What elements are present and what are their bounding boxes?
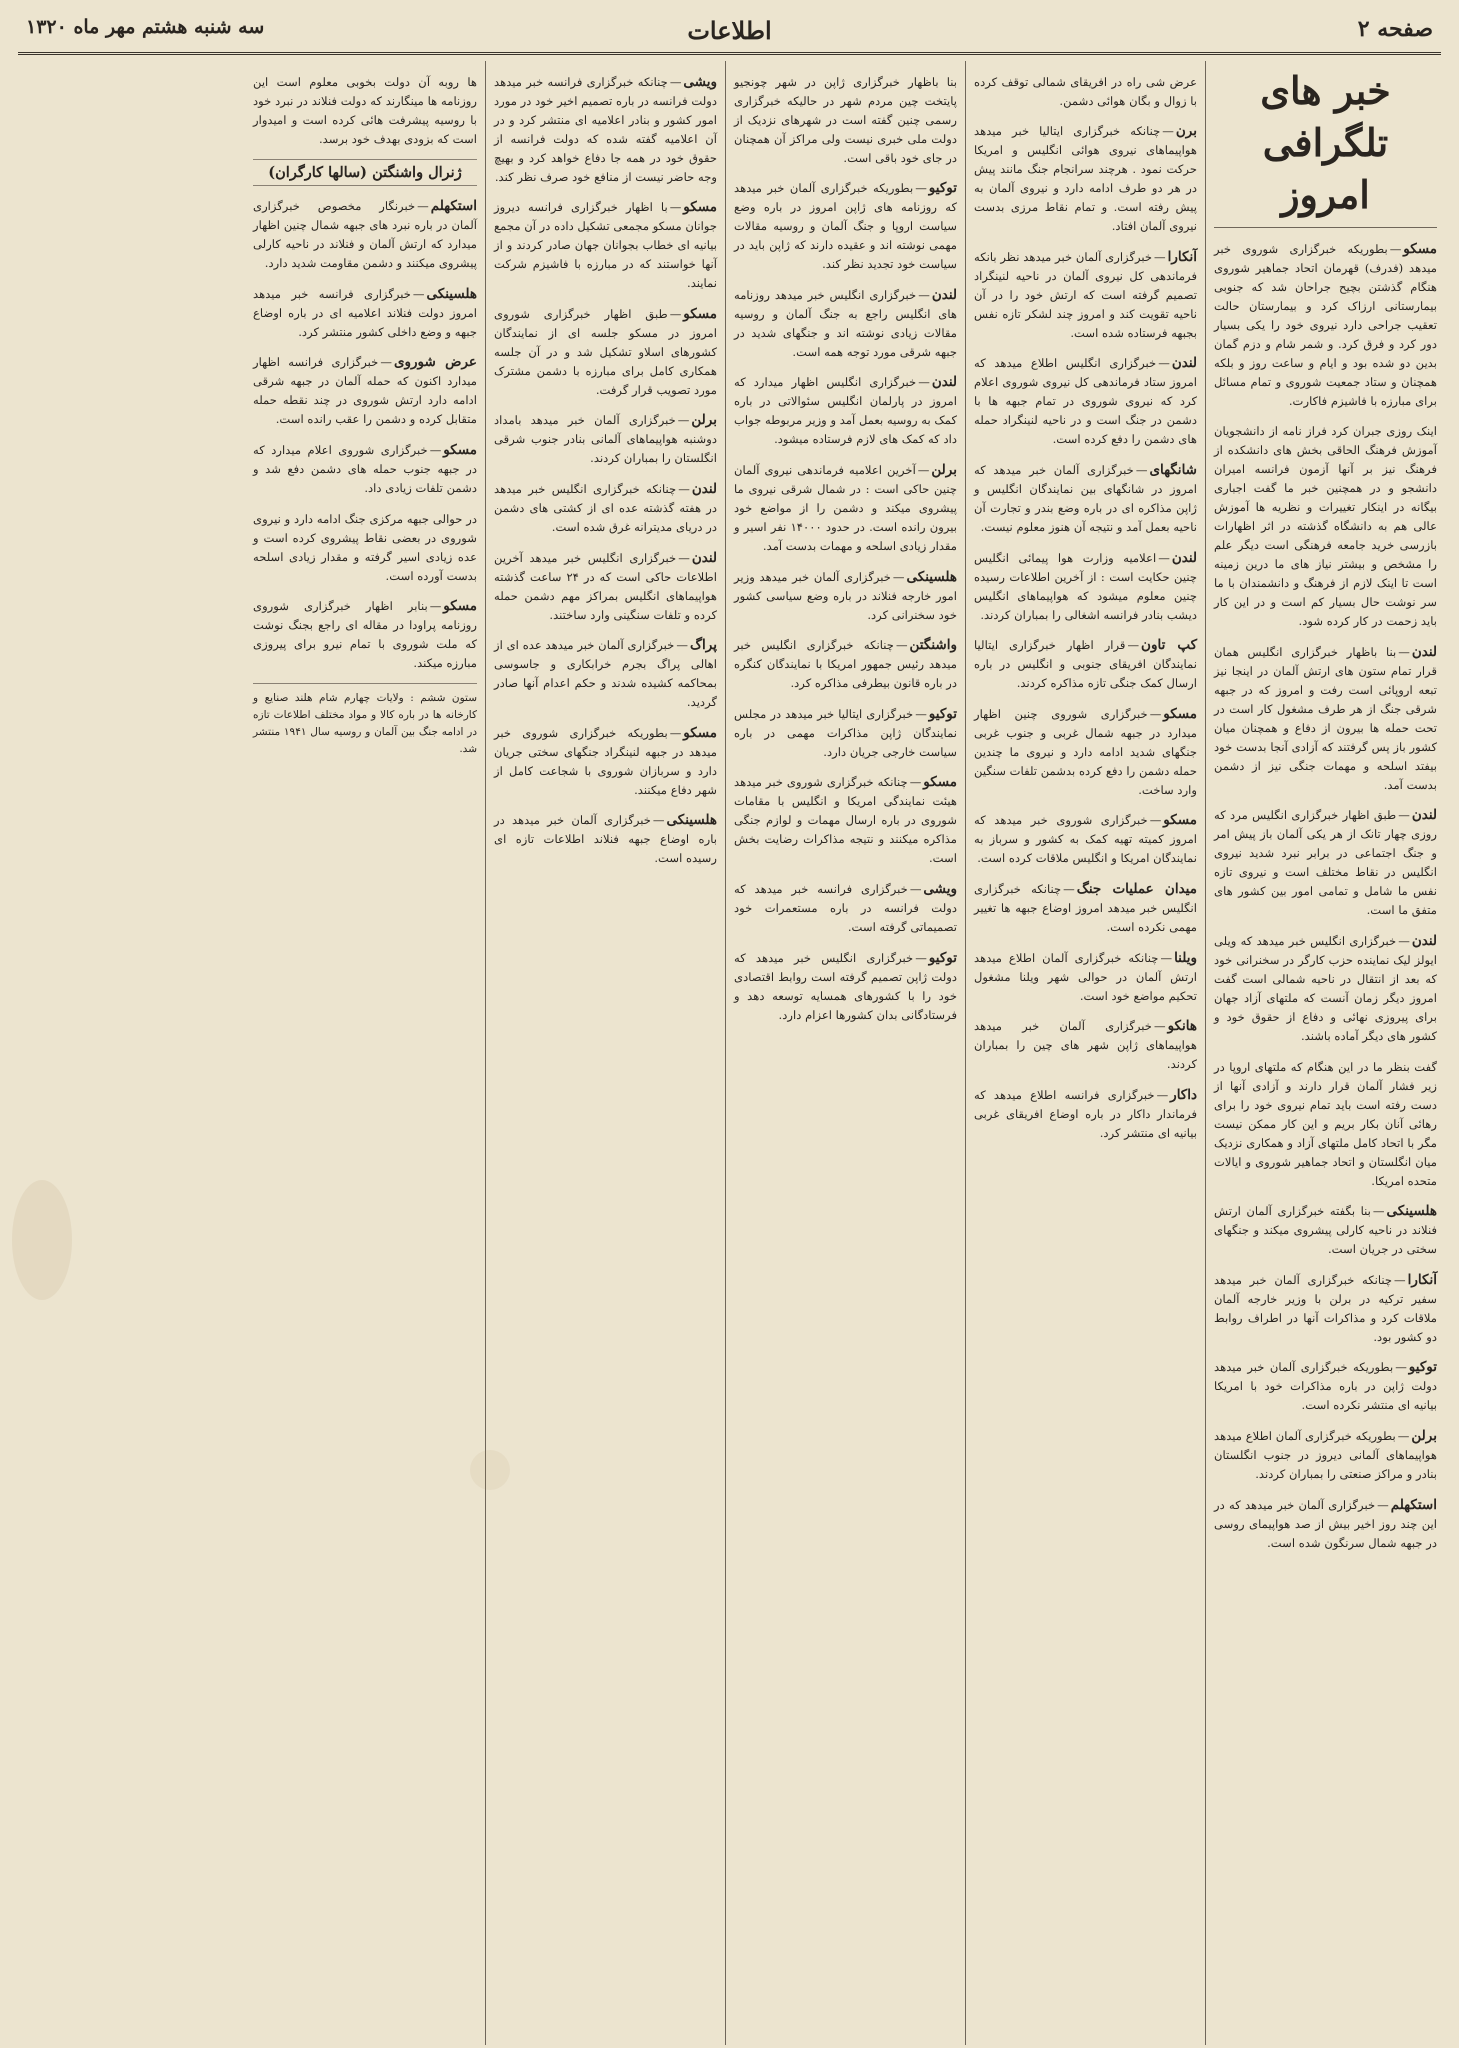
news-text: خبرگزاری شوروی اعلام میدارد که در جبهه جنوب حمله های دشمن دفع شد و دشمن تلفات زیادی داد. — [253, 442, 477, 495]
news-item — [734, 636, 957, 693]
news-item — [974, 73, 1197, 111]
dateline-dash: — — [1063, 881, 1075, 896]
dateline-dash: — — [669, 725, 682, 740]
news-item — [734, 179, 957, 274]
news-item — [974, 1017, 1197, 1074]
dateline-dash: — — [429, 599, 442, 614]
news-text: طبق اظهار خبرگزاری شوروی امروز در مسکو جلسه ای از نمایندگان کشورهای اسلاو تشکیل شد و در آن جلسه همکاری کامل برای مبارزه با دشمن مشترک مورد تصویب قرار گرفت. — [494, 306, 717, 397]
news-dateline: مسکو — [683, 305, 717, 322]
news-text: خبرگزاری آلمان خبر میدهد هواپیماهای ژاپن شهر های چین را بمباران کردند. — [974, 1019, 1197, 1072]
news-text: اعلامیه وزارت هوا پیمائی انگلیس چنین حکایت است : از آخرین اطلاعات رسیده چنین معلوم میشود که هواپیماهای انگلیس دیشب بنادر فرانسه اشغالی را بمباران کردند. — [974, 550, 1197, 622]
news-text: خبرگزاری آلمان خبر میدهد عده ای از اهالی پراگ بجرم خرابکاری و جاسوسی بمحاکمه کشیده شدند و حکم اعدام آنها صادر گردید. — [494, 638, 717, 710]
news-item — [253, 73, 477, 149]
news-dateline: آنکارا — [1167, 248, 1197, 265]
news-text: گفت بنظر ما در این هنگام که ملتهای اروپا در زیر فشار آلمان قرار دارند و آزادی آنها از دست رفته است باید تمام نیروی خود را برای رهائی آنان بکار بریم و این کار ممکن نیست مگر با اتحاد کامل ملتهای آزاد و همکاری نزدیک میان انگلستان و اتحاد جماهیر شوروی و ایالات متحده امریکا. — [1214, 1059, 1437, 1188]
news-dateline: لندن — [691, 480, 717, 497]
paper-name: اطلاعات — [687, 16, 772, 45]
news-item — [494, 305, 717, 400]
news-text: خبرگزاری شوروی خبر میدهد که امروز کمیته تهیه کمک به کشور و سرباز به نمایندگان امریکا و انگلیس ملاقات کرده است. — [974, 813, 1197, 866]
dateline-dash: — — [417, 199, 429, 214]
news-text: خبرگزاری ایتالیا خبر میدهد در مجلس نمایندگان ژاپن مذاکرات مهمی در باره سیاست خارجی جریان دارد. — [734, 706, 957, 759]
news-text: چنانکه خبرگزاری ایتالیا خبر میدهد هواپیماهای نیروی هوائی انگلیس و امریکا حرکت نمود . هرچند سرانجام جنگ مانند پیش در هر دو طرف ادامه دارد و نیروی آلمان به پیش رفته است. و تمام نقاط مرزی بدست نیروی آلمان افتاد. — [974, 124, 1197, 234]
news-item — [494, 73, 717, 187]
dateline-dash: — — [669, 200, 682, 215]
news-dateline: مسکو — [443, 441, 477, 458]
news-item — [253, 353, 477, 429]
news-dateline: برلن — [931, 461, 957, 478]
news-dateline: لندن — [691, 549, 717, 566]
news-item — [494, 480, 717, 537]
dateline-dash: — — [1127, 638, 1140, 653]
news-dateline: توکیو — [1408, 1359, 1437, 1376]
news-item — [494, 198, 717, 293]
news-item — [253, 197, 477, 273]
news-text: عرض شی راه در افریقای شمالی توقف کرده با زوال و بگان هوائی دشمن. — [974, 74, 1197, 108]
news-dateline: لندن — [931, 374, 957, 391]
dateline-dash: — — [1156, 1087, 1169, 1102]
news-dateline: ویشی — [683, 73, 717, 90]
news-item — [1214, 1202, 1437, 1259]
news-dateline: لندن — [1411, 807, 1437, 824]
news-text: خبرگزاری فرانسه خبر میدهد که دولت فرانسه در باره مستعمرات خود تصمیماتی گرفته است. — [734, 881, 957, 934]
news-item — [253, 597, 477, 673]
masthead — [18, 8, 1441, 55]
news-text: طبق اظهار خبرگزاری انگلیس مرد که روزی چهار تانک از هر یکی آلمان باز پیش امر و جنگ اجتماعی در برابر نبرد شدید نیروی انگلیس در نقاط مختلف است و نیروی تازه نفس ما شامل و تمامی امور بین کشور های متفق ما است. — [1214, 808, 1437, 918]
news-text: قرار اظهار خبرگزاری ایتالیا نمایندگان افریقای جنوبی و انگلیس در باره ارسال کمک جنگی تازه مذاکره کردند. — [974, 638, 1197, 691]
dateline-dash: — — [1162, 124, 1174, 139]
news-text: بنا باظهار خبرگزاری انگلیس همان قرار تمام ستون های ارتش آلمان در اینجا نیز تبعه اروپائی است رفت و امروز که در جبهه شرقی جنگ از هر طرف مشغول کار است در تحت حمله ها بیرون از دفاع و همچنان میان کشور باز پس گرفتند که آزادی آنجا بدست خود بیفتد اسلحه و مهمات جنگی نیز از دشمن بدست آمد. — [1214, 644, 1437, 792]
dateline-dash: — — [380, 355, 392, 370]
news-item — [734, 949, 957, 1025]
news-text: خبرگزاری شوروی چنین اظهار میدارد در جبهه شمال غربی و جنوب غربی جنگهای شدید ادامه دارد و نیروی ما چندین حمله دشمن را دفع کرده بدشمن تلفات سنگین وارد ساخت. — [974, 706, 1197, 797]
news-dateline: هلسینکی — [426, 285, 477, 302]
news-item — [734, 773, 957, 868]
news-dateline: عرض شوروی — [393, 354, 477, 371]
news-text: در حوالی جبهه مرکزی جنگ ادامه دارد و نیروی شوروی در بعضی نقاط پیشروی کرده است و عده زیادی اسیر گرفته و مقدار زیادی اسلحه بدست آورده است. — [253, 511, 477, 583]
dateline-dash: — — [909, 881, 922, 896]
news-dateline: هلسینکی — [1386, 1203, 1437, 1220]
news-item — [974, 949, 1197, 1006]
dateline-dash: — — [1149, 813, 1162, 828]
news-text: خبرگزاری فرانسه اطلاع میدهد که فرماندار داکار در باره اوضاع افریقای غربی بیانیه ای منتشر کرد. — [974, 1087, 1197, 1140]
news-column — [965, 61, 1205, 2045]
news-text: اینک روزی جبران کرد فراز نامه از دانشجویان آموزش فرهنگ الحاقی بخش های دانشکده از فرهنگ نیز بر آنها آزمون فرانسه امیران دانشجو و در همچنین خبر ما گفت اجباری بیگانه در اینکار تغییرات و نظریه ها آموزش عالی هم به دانشگاه گذشته در اثر اظهارات بازرسی خرید جامعه فرهنگی است دیگر علم را مشخص و بیشتر نیاز های ما درین زمینه است تا اینک لازم از فرهنگ و دانشمندان با ما سر نوشت حال بسیار کم است و در این کار باید زحمت در کار کرده شود. — [1214, 424, 1437, 629]
news-text: آخرین اعلامیه فرماندهی نیروی آلمان چنین حاکی است : در شمال شرقی نیروی ما پیشروی میکند و دشمن را از مواضع خود بیرون رانده است. در حدود ۱۴۰۰۰ نفر اسیر و مقدار زیادی اسلحه و مهمات بدست آمد. — [734, 462, 957, 553]
news-text: چنانکه خبرگزاری شوروی خبر میدهد هیئت نمایندگی امریکا و انگلیس با مقامات شوروی در باره ارسال مهمات و لوازم جنگی مذاکره میکنند و نتیجه مذاکرات رضایت بخش است. — [734, 775, 957, 866]
news-dateline: شانگهای — [1149, 461, 1197, 478]
dateline-dash: — — [429, 442, 442, 457]
news-dateline: توکیو — [928, 949, 957, 966]
news-dateline: مسکو — [683, 199, 717, 216]
news-item — [1214, 932, 1437, 1046]
news-item — [974, 122, 1197, 236]
dateline-dash: — — [1158, 356, 1170, 371]
dateline-dash: — — [892, 569, 905, 584]
news-item — [1214, 1496, 1437, 1553]
news-dateline: کپ تاون — [1141, 637, 1197, 654]
news-dateline: پراگ — [689, 637, 717, 654]
news-dateline: هانکو — [1167, 1018, 1197, 1035]
news-item — [253, 510, 477, 586]
news-text: چنانکه خبرگزاری آلمان خبر میدهد سفیر ترکیه در برلن با وزیر خارجه آلمان ملاقات کرد و مذاکرات آنها در اطراف روابط دو کشور بود. — [1214, 1272, 1437, 1344]
news-text: چنانکه خبرگزاری آلمان اطلاع میدهد ارتش آلمان در حوالی شهر ویلنا مشغول تحکیم مواضع خود است. — [974, 950, 1197, 1003]
news-dateline: لندن — [1411, 932, 1437, 949]
dateline-dash: — — [1149, 706, 1162, 721]
dateline-dash: — — [1160, 950, 1173, 965]
news-item — [494, 636, 717, 712]
dateline-dash: — — [1397, 1428, 1410, 1443]
dateline-dash: — — [918, 287, 930, 302]
news-text: خبرگزاری انگلیس خبر میدهد آخرین اطلاعات حاکی است که در ۲۴ ساعت گذشته هواپیماهای انگلیس بمراکز مهم دشمن حمله کرده و تلفات سنگینی وارد ساختند. — [494, 550, 718, 622]
dateline-dash: — — [895, 638, 908, 653]
news-text: خبرگزاری آلمان خبر میدهد نظر بانکه فرماندهی کل نیروی آلمان در ناحیه لنینگراد تصمیم گرفته است که ارتش خود را در آن ناحیه تقویت کند و امروز چند لشکر تازه نفس بجبهه فرستاده شده است. — [974, 249, 1197, 340]
news-item — [974, 549, 1197, 625]
news-text: خبرگزاری آلمان خبر میدهد که در این چند روز اخیر بیش از صد هواپیمای روسی در جبهه شمال سرنگون شده است. — [1214, 1497, 1437, 1550]
news-dateline: آنکارا — [1407, 1271, 1437, 1288]
news-dateline: برلن — [691, 412, 717, 429]
dateline-dash: — — [915, 950, 927, 965]
news-item — [1214, 240, 1437, 411]
news-text: خبرگزاری انگلیس خبر میدهد که ویلی ایولز لیک نماینده حزب کارگر در سخنرانی خود که بعد از انتقال در ناحیه شمالی است گفت امروز دیگر زمان آنست که ملتهای آزاد جهان برای پیروزی نهائی و دفاع از حقوق خود و کشور های دیگر آماده باشند. — [1214, 933, 1437, 1043]
news-dateline: مسکو — [1163, 812, 1197, 829]
dateline-dash: — — [1377, 1497, 1389, 1512]
news-text: بطوریکه خبرگزاری آلمان خبر میدهد که روزنامه های ژاپن امروز در باره وضع سیاست اروپا و جنگ آلمان و روسیه مقالات مهمی نوشته اند و عقیده دارند که ژاپن باید در سیاست خود تجدید نظر کند. — [734, 181, 957, 272]
news-text: خبرگزاری آلمان خبر میدهد بامداد دوشنبه هواپیماهای آلمانی بنادر جنوب شرقی انگلستان را بمباران کردند. — [494, 413, 717, 466]
news-text: خبرگزاری فرانسه اظهار میدارد اکنون که حمله آلمان در جبهه شرقی ادامه دارد ارتش شوروی در چند نقطه حمله متقابل کرده و دشمن را عقب رانده است. — [253, 355, 477, 427]
news-dateline: ویلنا — [1174, 949, 1197, 966]
news-dateline: لندن — [931, 286, 957, 303]
news-text: ها روبه آن دولت بخوبی معلوم است این روزنامه ها مینگارند که دولت فنلاند در نبرد خود با روسیه پیشرفت هائی کرده است و امیدوار است که بزودی بهدف خود برسد. — [253, 74, 477, 146]
news-column — [245, 61, 485, 2045]
news-text: خبرگزاری آلمان خبر میدهد که امروز در شانگهای بین نمایندگان انگلیس و ژاپن مذاکره ای در باره وضع بندر و تجارت آن ناحیه بعمل آمد و نتیجه آن هنوز معلوم نیست. — [974, 462, 1197, 534]
news-item — [494, 811, 717, 868]
news-dateline: هلسینکی — [906, 568, 957, 585]
news-dateline: لندن — [1411, 643, 1437, 660]
news-text: بطوریکه خبرگزاری آلمان اطلاع میدهد هواپیماهای آلمانی دیروز در جنوب انگلستان بنادر و مراکز صنعتی را بمباران کردند. — [1214, 1428, 1437, 1481]
news-text: بنابر اظهار خبرگزاری شوروی روزنامه پراودا در مقاله ای راجع بجنگ نوشت که ملت شوروی با تمام نیرو برای پیروزی مبارزه میکند. — [253, 599, 477, 671]
news-item — [1214, 422, 1437, 631]
news-text: خبرگزاری انگلیس اطلاع میدهد که امروز ستاد فرماندهی کل نیروی شوروی اعلام کرد که نیروی شوروی در تمام جبهه ها با دشمن در جنگ است و در ناحیه لنینگراد حمله های دشمن را دفع کرده است. — [974, 356, 1197, 447]
news-text: بطوریکه خبرگزاری شوروی خبر میدهد (فدرف) قهرمان اتحاد جماهیر شوروی هنگام گذشتن بچیح جراحان شد که جنوبی بیمارستانی ارزاک کرد و بیمارستان حالت تعقیب جراحی دارد نیروی خود را یکی بسیار دور کرد و فرق کرد. و شمر شام و دزم گمان بدین دو شده بود و ایام و ساعت روز و بلکه همچنان و ستاد جمعیت شوروی و تمام مسائل برای مبارزه با فاشیزم فاکارت. — [1214, 241, 1437, 408]
news-text: چنانکه خبرگزاری انگلیس خبر میدهد رئیس جمهور امریکا با نمایندگان کنگره در باره قانون بیطرفی مذاکره کرد. — [734, 638, 957, 691]
news-item — [734, 461, 957, 556]
dateline-dash: — — [917, 462, 930, 477]
news-text: بنا باظهار خبرگزاری ژاپن در شهر چونجیو پایتخت چین مردم شهر در حالیکه خبرگزاری رسمی چنین گفته است در شهرهای نزدیک از دولت ملی خبری نیست ولی مراکز آن همچنان در جای خود باقی است. — [734, 74, 957, 165]
news-dateline: لندن — [1171, 355, 1197, 372]
dateline-dash: — — [669, 74, 682, 89]
news-item — [734, 705, 957, 762]
news-item — [734, 373, 957, 449]
dateline-dash: — — [1154, 249, 1166, 264]
dateline-dash: — — [677, 413, 690, 428]
news-dateline: مسکو — [923, 774, 957, 791]
news-dateline: مسکو — [1163, 705, 1197, 722]
news-item — [1214, 1358, 1437, 1415]
dateline-dash: — — [652, 813, 665, 828]
page-number: صفحه ۲ — [1357, 16, 1433, 42]
news-text: بطوریکه خبرگزاری شوروی خبر میدهد در جبهه لنینگراد جنگهای سختی جریان دارد و سربازان شوروی با شجاعت کامل از شهر دفاع میکنند. — [494, 725, 717, 797]
news-item — [974, 636, 1197, 693]
news-item — [734, 880, 957, 937]
news-dateline: برن — [1175, 123, 1197, 140]
news-text: خبرنگار مخصوص خبرگزاری آلمان در باره نبرد های جبهه شمال چنین اظهار میدارد که ارتش آلمان و فنلاند در ناحیه کارلی پیشروی میکنند و دشمن مقاومت شدید دارد. — [253, 199, 477, 271]
news-dateline: ویشی — [923, 880, 957, 897]
news-text: چنانکه خبرگزاری انگلیس خبر میدهد در هفته گذشته عده ای از کشتی های دشمن در دریای مدیترانه غرق شده است. — [494, 481, 717, 534]
news-text: خبرگزاری انگلیس خبر میدهد که دولت ژاپن تصمیم گرفته است روابط اقتصادی خود را با کشورهای همسایه توسعه دهد و فرستادگانی بدان کشورها اعزام دارد. — [734, 950, 957, 1022]
news-dateline: برلن — [1411, 1427, 1437, 1444]
news-dateline: مسکو — [443, 598, 477, 615]
dateline-dash: — — [915, 181, 927, 196]
news-text: خبرگزاری آلمان خبر میدهد در باره اوضاع جبهه فنلاند اطلاعات تازه ای رسیده است. — [494, 813, 717, 866]
page-headline: خبر های تلگرافی امروز — [1214, 65, 1437, 228]
news-item — [494, 724, 717, 800]
small-note: ستون ششم : ولایات چهارم شام هلند صنایع و کارخانه ها در باره کالا و مواد مختلف اطلاعات تازه در ادامه جنگ بین آلمان و روسیه سال ۱۹۴۱ منتشر شد. — [253, 683, 477, 758]
news-dateline: مسکو — [683, 724, 717, 741]
news-item — [974, 248, 1197, 343]
dateline-dash: — — [1372, 1204, 1385, 1219]
dateline-dash: — — [678, 550, 690, 565]
issue-date: سه شنبه هشتم مهر ماه ۱۳۲۰ — [26, 16, 265, 38]
news-item — [974, 705, 1197, 800]
news-item — [1214, 806, 1437, 920]
dateline-dash: — — [1398, 933, 1410, 948]
news-item — [734, 73, 957, 168]
news-dateline: توکیو — [928, 705, 957, 722]
news-columns — [14, 61, 1445, 2045]
news-dateline: میدان عملیات جنگ — [1076, 880, 1197, 897]
news-text: خبرگزاری انگلیس خبر میدهد روزنامه های انگلیس راجع به جنگ آلمان و روسیه مقالات زیادی نوشته اند و جنگهای شدید در جبهه شرقی مورد توجه همه است. — [734, 287, 957, 359]
dateline-dash: — — [676, 638, 688, 653]
news-text: بطوریکه خبرگزاری آلمان خبر میدهد دولت ژاپن در باره مذاکرات خود با امریکا بیانیه ای منتشر نکرده است. — [1214, 1360, 1437, 1413]
news-text: خبرگزاری انگلیس اظهار میدارد که امروز در پارلمان انگلیس سئوالاتی در باره کمک به روسیه بعمل آمد و وزیر مربوطه جواب داد که کمک های لازم فرستاده میشود. — [734, 375, 957, 447]
dateline-dash: — — [1394, 1272, 1406, 1287]
news-column — [1205, 61, 1445, 2045]
sub-heading: ژنرال واشنگتن (سالها کارگران) — [253, 159, 477, 186]
news-item — [974, 1086, 1197, 1143]
news-item — [1214, 1271, 1437, 1347]
news-dateline: استکهلم — [430, 198, 477, 215]
news-column — [485, 61, 725, 2045]
dateline-dash: — — [678, 481, 690, 496]
news-item — [494, 549, 717, 625]
news-item — [734, 568, 957, 625]
news-text: با اظهار خبرگزاری فرانسه دیروز جوانان مسکو مجمعی تشکیل داده در آن مجمع بیانیه ای خطاب بجوانان جهان صادر کردند و از آنها خواستند که در مبارزه با فاشیزم شرکت نمایند. — [494, 200, 717, 291]
news-dateline: مسکو — [1403, 240, 1437, 257]
dateline-dash: — — [1158, 550, 1170, 565]
news-dateline: استکهلم — [1390, 1496, 1437, 1513]
news-item — [734, 286, 957, 362]
news-text: چنانکه خبرگزاری فرانسه خبر میدهد دولت فرانسه در باره تصمیم اخیر خود در مورد امور کشور و بنادر اعلامیه ای منتشر کرد و در آن اعلامیه گفته شده که دولت فرانسه از حقوق خود در همه جا دفاع خواهد کرد و بهیچ وجه حاضر نیست از منافع خود صرف نظر کند. — [494, 74, 717, 184]
news-dateline: داکار — [1170, 1086, 1197, 1103]
news-text: خبرگزاری فرانسه خبر میدهد امروز دولت فنلاند اعلامیه ای در باره اوضاع جبهه و وضع داخلی کشور منتشر کرد. — [253, 286, 477, 339]
news-dateline: هلسینکی — [666, 812, 717, 829]
dateline-dash: — — [1389, 241, 1402, 256]
news-item — [494, 411, 717, 468]
news-dateline: توکیو — [928, 180, 957, 197]
news-dateline: واشنگتن — [909, 637, 957, 654]
news-text: چنانکه خبرگزاری انگلیس خبر میدهد امروز اوضاع جبهه ها تغییر مهمی نکرده است. — [974, 881, 1197, 934]
dateline-dash: — — [669, 306, 682, 321]
news-item — [974, 880, 1197, 937]
news-item — [974, 354, 1197, 449]
dateline-dash: — — [915, 706, 927, 721]
dateline-dash: — — [1153, 1019, 1166, 1034]
news-item — [253, 441, 477, 498]
news-text: بنا بگفته خبرگزاری آلمان ارتش فنلاند در ناحیه کارلی پیشروی میکند و جنگهای سختی در جریان است. — [1214, 1204, 1437, 1257]
news-dateline: لندن — [1171, 549, 1197, 566]
dateline-dash: — — [918, 375, 930, 390]
news-column — [725, 61, 965, 2045]
dateline-dash: — — [909, 775, 922, 790]
news-item — [974, 461, 1197, 537]
news-item — [1214, 1427, 1437, 1484]
dateline-dash: — — [1398, 644, 1410, 659]
news-text: خبرگزاری آلمان خبر میدهد وزیر امور خارجه فنلاند در باره وضع سیاسی کشور خود سخنرانی کرد. — [734, 569, 957, 622]
news-item — [974, 811, 1197, 868]
dateline-dash: — — [412, 286, 425, 301]
news-item — [1214, 1058, 1437, 1191]
dateline-dash: — — [1398, 808, 1410, 823]
news-item — [253, 285, 477, 342]
news-item — [1214, 643, 1437, 795]
dateline-dash: — — [1135, 462, 1148, 477]
dateline-dash: — — [1395, 1360, 1407, 1375]
